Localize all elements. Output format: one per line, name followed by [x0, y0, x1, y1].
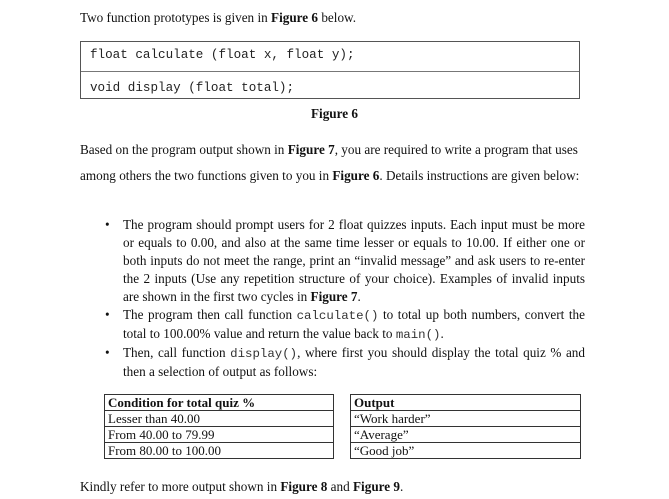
bullet-text: The program then call function: [123, 307, 297, 322]
list-item: [103, 344, 585, 381]
table-gap: [334, 443, 351, 459]
figure-caption: Figure 6: [310, 106, 358, 121]
bullet-figure-ref: Figure 7: [310, 289, 358, 304]
table-gap: [334, 411, 351, 427]
bullet-text-end: .: [357, 289, 361, 304]
output-cell: “Good job”: [351, 443, 581, 459]
bullet-text-mid: to total up both numbers, convert the total to 100.00% value and return the value back to: [123, 307, 585, 341]
instructions-paragraph: [80, 137, 586, 189]
condition-cell: From 40.00 to 79.99: [105, 427, 334, 443]
code-line-calculate: float calculate (float x, float y);: [90, 48, 355, 62]
code-box: [80, 41, 580, 99]
paragraph-text-2: , you are required to write a program that uses among others the two functions given to you in: [80, 142, 578, 183]
instruction-list: [103, 216, 585, 381]
closing-text: Kindly refer to more output shown in: [80, 479, 281, 494]
table-gap: [334, 395, 351, 411]
intro-text-end: below.: [318, 10, 356, 25]
code-box-divider: [81, 71, 579, 72]
list-item: [103, 306, 585, 344]
intro-sentence: [80, 10, 356, 26]
table-row: [105, 427, 581, 443]
paragraph-figure-ref-1: Figure 7: [287, 142, 335, 157]
table-row: [105, 411, 581, 427]
closing-sentence: [80, 479, 403, 495]
list-item: [103, 216, 585, 306]
inline-code-display: display(): [230, 347, 298, 361]
intro-text: Two function prototypes is given in: [80, 10, 272, 25]
closing-text-end: .: [400, 479, 404, 494]
paragraph-figure-ref-2: Figure 6: [332, 168, 380, 183]
intro-figure-ref: Figure 6: [271, 10, 319, 25]
closing-figure-ref-2: Figure 9: [353, 479, 401, 494]
table-row: [105, 443, 581, 459]
bullet-text-end: .: [440, 326, 444, 341]
bullet-icon: •: [105, 217, 110, 232]
condition-cell: Lesser than 40.00: [105, 411, 334, 427]
bullet-text-end: , where first you should display the total quiz % and then a selection of output as follows:: [123, 345, 585, 379]
closing-figure-ref-1: Figure 8: [280, 479, 328, 494]
output-cell: “Work harder”: [351, 411, 581, 427]
condition-cell: From 80.00 to 100.00: [105, 443, 334, 459]
paragraph-text-3: . Details instructions are given below:: [379, 168, 580, 183]
inline-code-main: main(): [395, 328, 441, 342]
bullet-icon: •: [105, 345, 110, 360]
paragraph-text-1: Based on the program output shown in: [80, 142, 288, 157]
table-header-row: [105, 395, 581, 411]
inline-code-calculate: calculate(): [296, 309, 379, 323]
output-condition-table: [104, 394, 581, 459]
code-line-display: void display (float total);: [90, 81, 295, 95]
header-output: Output: [351, 395, 581, 411]
bullet-icon: •: [105, 307, 110, 322]
output-cell: “Average”: [351, 427, 581, 443]
closing-text-mid: and: [327, 479, 353, 494]
bullet-text: The program should prompt users for 2 float quizzes inputs. Each input must be more or equals to 0.00, and also at the same time lesser or equals to 10.00. If either one or both inputs do not meet the range, print an “invalid message” and ask users to re-enter the 2 inputs (Use any repetition structure of your choice). Examples of invalid inputs are shown in the first two cycles in: [123, 217, 585, 304]
bullet-text: Then, call function: [123, 345, 231, 360]
header-condition: Condition for total quiz %: [105, 395, 334, 411]
table-gap: [334, 427, 351, 443]
